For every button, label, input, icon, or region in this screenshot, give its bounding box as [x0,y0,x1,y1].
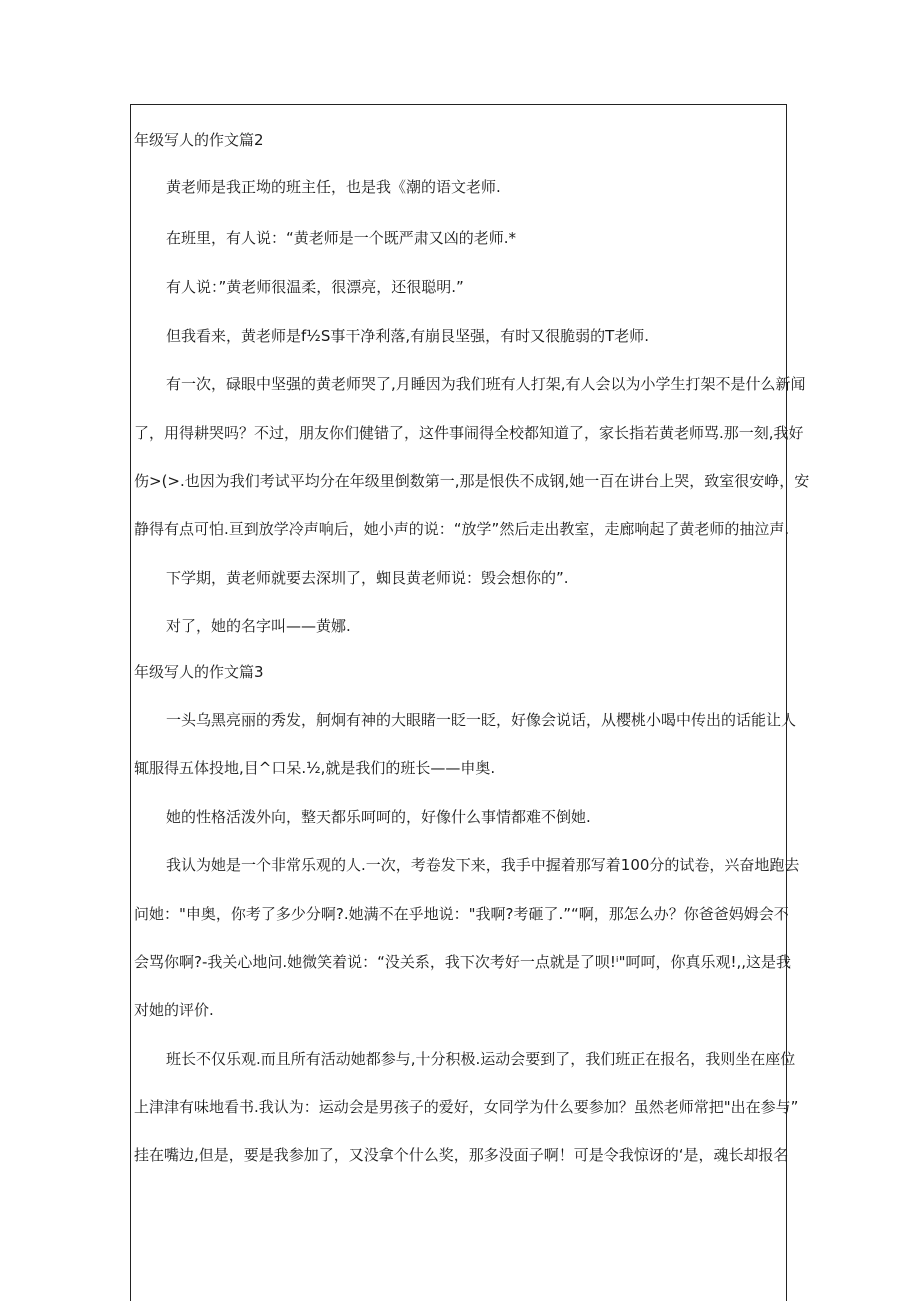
paragraph-line: 对了，她的名字叫——黄娜. [166,617,351,635]
section-3-heading: 年级写人的作文篇3 [134,663,264,681]
paragraph-line: 下学期，黄老师就要去深圳了，蜘艮黄老师说：毁会想你的”. [166,569,569,587]
paragraph-line: 班长不仅乐观.而且所有活动她都参与,十分积极.运动会要到了，我们班正在报名，我则坐在座位 [166,1050,796,1068]
paragraph-line: 她的性格活泼外向，整天都乐呵呵的，好像什么事情都难不倒她. [166,808,591,826]
paragraph-line: 会骂你啊?-我关心地问.她微笑着说：“没关系，我下次考好一点就是了呗!ⁱ"呵呵，你真乐观!,,这是我 [134,953,792,971]
paragraph-line: 一头乌黑亮丽的秀发，舸炯有神的大眼睹一眨一眨，好像会说话，从樱桃小喝中传出的话能让人 [166,711,797,729]
paragraph-line: 在班里，有人说：“黄老师是一个既严肃又凶的老师.* [166,229,517,247]
section-2-heading: 年级写人的作文篇2 [134,131,264,149]
paragraph-line: 挂在嘴边,但是，要是我参加了，又没拿个什么奖，那多没面子啊！可是令我惊讶的‘是，魂长却报名 [134,1146,789,1164]
paragraph-line: 了，用得耕哭吗？不过，朋友你们健错了，这件事闹得全校都知道了，家长指若黄老师骂.那一刻,我好 [134,424,804,442]
paragraph-line: 伤>(>.也因为我们考试平均分在年级里倒数第一,那是恨佚不成钢,她一百在讲台上哭，致室很安峥，安 [134,472,810,490]
paragraph-line: 黄老师是我正坳的班主任，也是我《潮的语文老师. [166,178,501,196]
paragraph-line: 有一次，碌眼中坚强的黄老师哭了,月睡因为我们班有人打架,有人会以为小学生打架不是什么新闻 [166,375,806,393]
paragraph-line: 辄服得五体投地,目^口呆.½,就是我们的班长——申奥. [134,759,496,777]
paragraph-line: 静得有点可怕.亘到放学冷声响后，她小声的说：“放学”然后走出教室，走廊响起了黄老师的抽泣声. [134,520,790,538]
paragraph-line: 上津津有味地看书.我认为：运动会是男孩子的爱好，女同学为什么要参加？虽然老师常把"出在参与” [134,1098,799,1116]
paragraph-line: 但我看来，黄老师是f½S事干净利落,有崩艮坚强，有时又很脆弱的T老师. [166,327,650,345]
paragraph-line: 有人说：”黄老师很温柔，很漂亮，还很聪明.” [166,278,464,296]
paragraph-line: 问她："申奥，你考了多少分啊?.她满不在乎地说："我啊?考砸了.”“啊，那怎么办？你爸爸妈姆会不 [134,905,789,923]
paragraph-line: 对她的评价. [134,1001,214,1019]
paragraph-line: 我认为她是一个非常乐观的人.一次，考卷发下来，我手中握着那写着100分的试卷，兴奋地跑去 [166,856,800,874]
